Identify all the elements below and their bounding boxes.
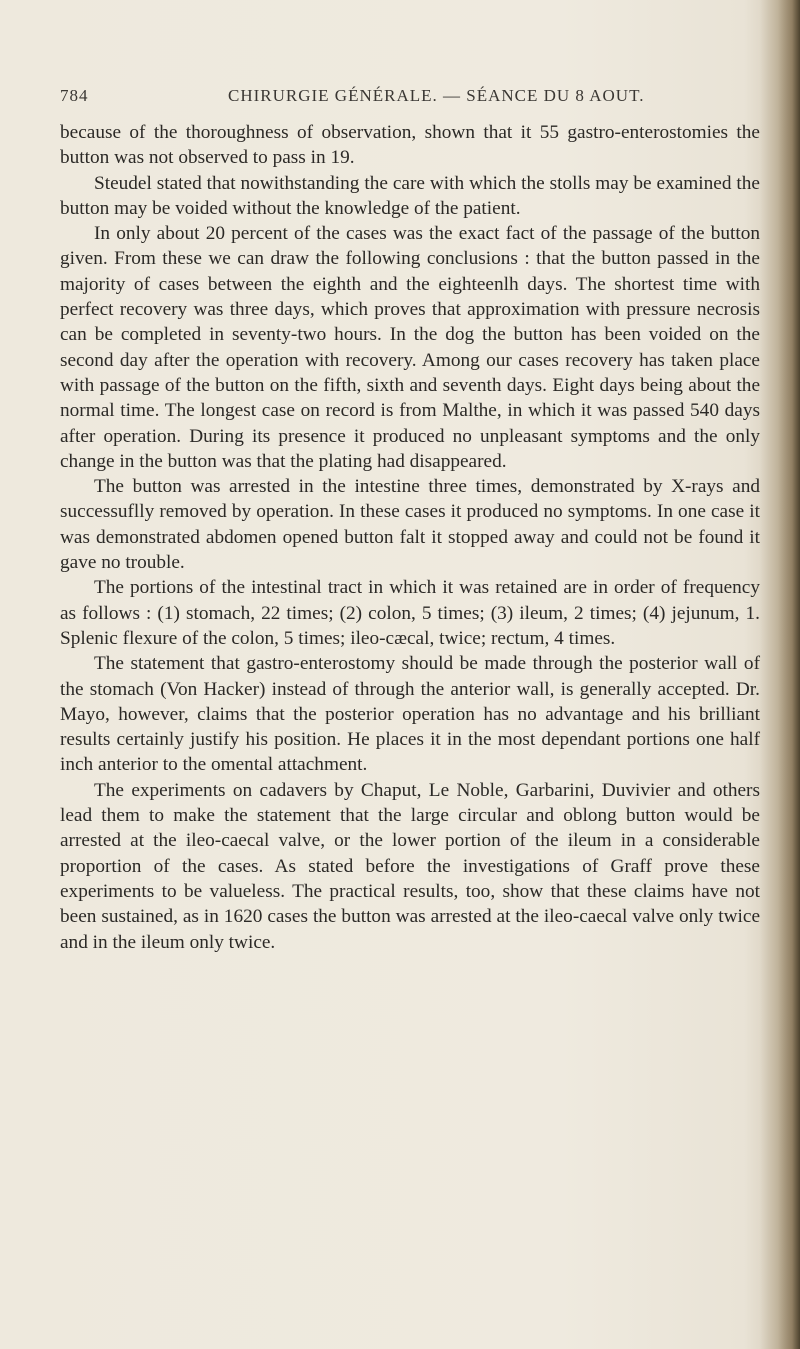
paragraph-3: In only about 20 percent of the cases was the exact fact of the passage of the button given. From these we can draw the following conclusions : that the button passed in the majority of cases between the eighth and the eighteenlh days. The shortest time with perfect recovery was three days, which proves that approximation with pressure necrosis can be completed in seventy-two hours. In the dog the button has been voided on the second day after the operation with recovery. Among our cases recovery has taken place with passage of the button on the fifth, sixth and seventh days. Eight days being about the normal time. The longest case on record is from Malthe, in which it was passed 540 days after operation. During its presence it produced no unpleasant symptoms and the only change in the button was that the plating had disappeared. — [60, 223, 760, 472]
page-number: 784 — [60, 86, 89, 105]
paragraph-2: Steudel stated that nowithstanding the care with which the stolls may be examined the button may be voided without the knowledge of the patient. — [60, 172, 760, 219]
paragraph-4: The button was arrested in the intestine three times, demonstrated by X-rays and successuflly removed by operation. In these cases it produced no symptoms. In one case it was demonstrated abdomen opened button falt it stopped away and could not be found it gave no trouble. — [60, 476, 760, 574]
paragraph-7: The experiments on cadavers by Chaput, Le Noble, Garbarini, Duvivier and others lead them to make the statement that the large circular and oblong button would be arrested at the ileo-caecal valve, or the lower portion of the ileum in a considerable proportion of the cases. As stated before the investigations of Graff prove these experiments to be valueless. The practical results, too, show that these claims have not been sustained, as in 1620 cases the button was arrested at the ileo-caecal valve only twice and in the ileum only twice. — [60, 779, 760, 953]
paragraph-1: because of the thoroughness of observation, shown that it 55 gastro-enterostomies the button was not observed to pass in 19. — [60, 122, 760, 169]
paragraph-6: The statement that gastro-enterostomy should be made through the posterior wall of the stomach (Von Hacker) instead of through the anterior wall, is generally accepted. Dr. Mayo, however, claims that the posterior operation has no advantage and his brilliant results certainly justify his position. He places it in the most dependant portions one half inch anterior to the omental attachment. — [60, 653, 760, 776]
page-header — [60, 86, 750, 112]
page-edge-shadow — [760, 0, 800, 1349]
running-title: CHIRURGIE GÉNÉRALE. — SÉANCE DU 8 AOUT. — [228, 86, 645, 105]
paragraph-5: The portions of the intestinal tract in which it was retained are in order of frequency as follows : (1) stomach, 22 times; (2) colon, 5 times; (3) ileum, 2 times; (4) jejunum, 1. Splenic flexure of the colon, 5 times; ileo-cæcal, twice; rectum, 4 times. — [60, 577, 760, 649]
body-text — [60, 120, 760, 955]
